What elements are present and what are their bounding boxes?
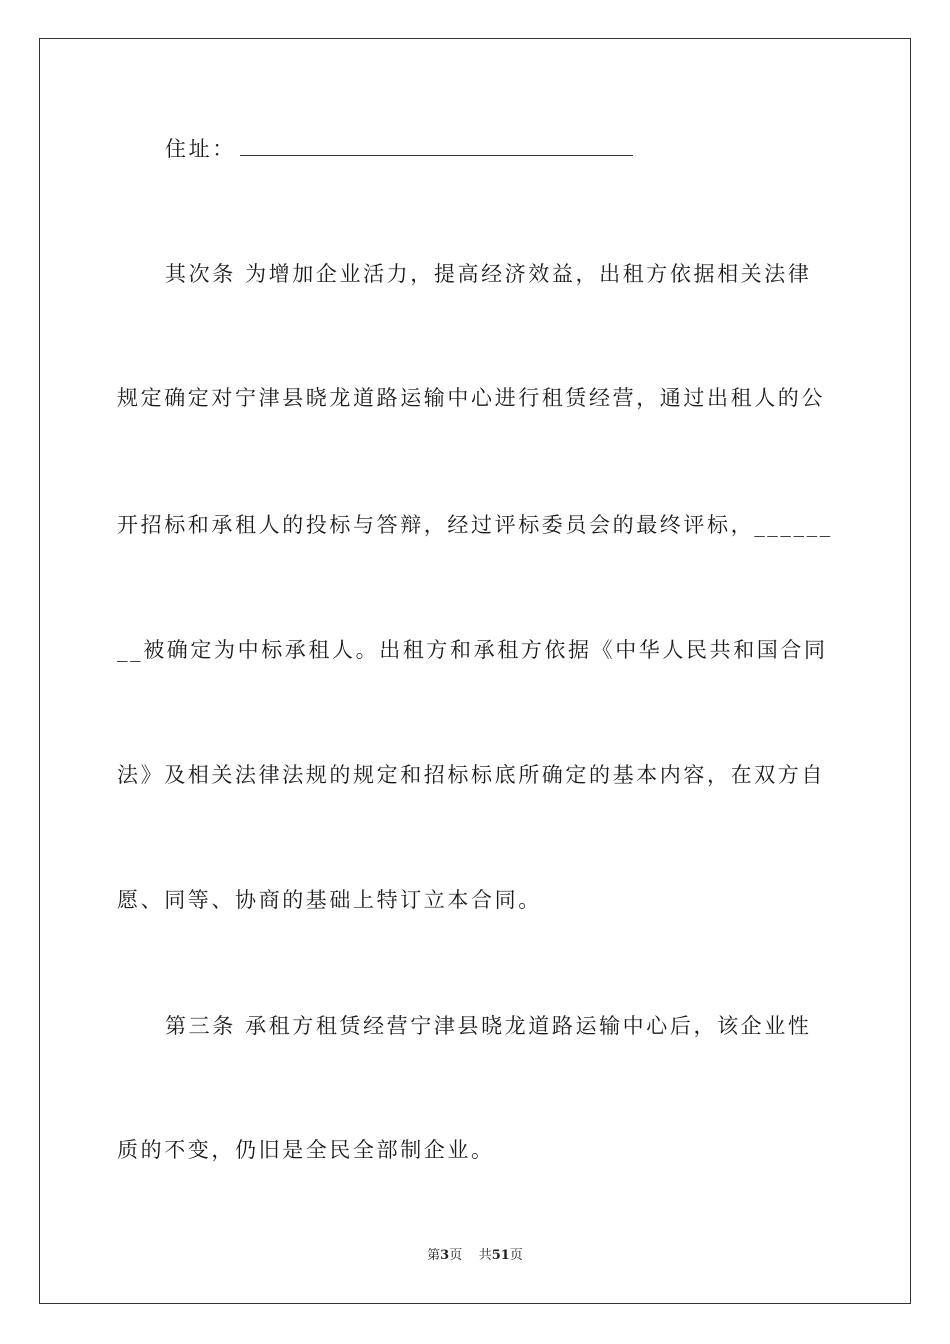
total-pages: 51 <box>491 1248 510 1263</box>
page-border <box>39 38 911 1304</box>
paragraph-line-1: 其次条 为增加企业活力，提高经济效益，出租方依据相关法律 <box>165 262 812 286</box>
paragraph-line-3: 开招标和承租人的投标与答辩，经过评标委员会的最终评标，______ <box>117 513 833 537</box>
paragraph-line-8: 质的不变，仍旧是全民全部制企业。 <box>117 1138 495 1162</box>
address-blank-field <box>240 135 633 156</box>
paragraph-line-6: 愿、同等、协商的基础上特订立本合同。 <box>117 888 542 912</box>
total-suffix: 页 <box>509 1248 523 1263</box>
total-prefix: 共 <box>478 1248 492 1263</box>
page-prefix: 第 <box>427 1248 441 1263</box>
paragraph-line-5: 法》及相关法律法规的规定和招标标底所确定的基本内容，在双方自 <box>117 763 825 787</box>
address-line <box>165 134 837 164</box>
paragraph-line-4: __被确定为中标承租人。出租方和承租方依据《中华人民共和国合同 <box>117 638 828 662</box>
paragraph-line-2: 规定确定对宁津县晓龙道路运输中心进行租赁经营，通过出租人的公 <box>117 386 825 410</box>
page-number: 3 <box>440 1248 450 1263</box>
paragraph-line-7: 第三条 承租方租赁经营宁津县晓龙道路运输中心后，该企业性 <box>165 1014 812 1038</box>
address-label: 住址： <box>165 137 236 161</box>
page-footer <box>0 1244 950 1263</box>
page-suffix: 页 <box>449 1248 463 1263</box>
